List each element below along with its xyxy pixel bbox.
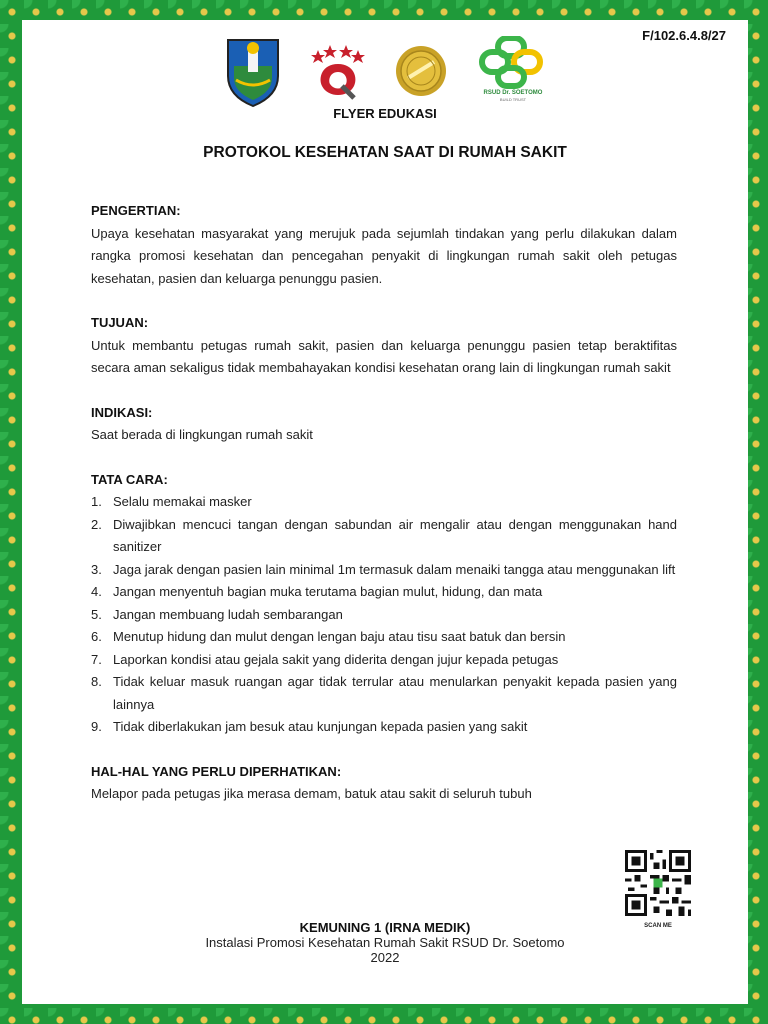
section-text: Upaya kesehatan masyarakat yang merujuk pada sejumlah tindakan yang perlu dilakukan dalam rangka promosi kesehatan dan pencegahan penyakit di lingkungan rumah sakit oleh petugas kesehatan, pasien dan keluarga penunggu pasien. xyxy=(91,225,677,286)
gold-seal-icon xyxy=(394,44,448,98)
section-heading: HAL-HAL YANG PERLU DIPERHATIKAN: xyxy=(91,763,342,779)
list-item xyxy=(91,649,677,672)
list-number: 5. xyxy=(91,606,102,622)
list-number: 7. xyxy=(91,651,102,667)
list-number: 9. xyxy=(91,719,102,734)
section-heading: INDIKASI: xyxy=(91,404,153,420)
list-number: 2. xyxy=(91,516,102,532)
section-text: Saat berada di lingkungan rumah sakit xyxy=(91,427,313,442)
list-text: Jangan membuang ludah sembarangan xyxy=(113,606,343,622)
list-text: Tidak diberlakukan jam besuk atau kunjungan kepada pasien yang sakit xyxy=(113,719,528,734)
content-body xyxy=(91,200,677,828)
list-text: Laporkan kondisi atau gejala sakit yang diderita dengan jujur kepada petugas xyxy=(113,651,559,667)
list-text: Jaga jarak dengan pasien lain minimal 1m termasuk dalam menaiki tangga atau menggunakan lift xyxy=(113,561,676,577)
list-item xyxy=(91,604,677,627)
list-number: 8. xyxy=(91,674,102,689)
list-item xyxy=(91,514,677,559)
section-text: Untuk membantu petugas rumah sakit, pasien dan keluarga penunggu pasien tetap beraktifitas secara aman sekaligus tidak membahayakan kondisi kesehatan orang lain di lingkungan rumah sakit xyxy=(91,337,677,375)
list-item xyxy=(91,559,677,582)
list-text: Jangan menyentuh bagian muka terutama bagian mulut, hidung, dan mata xyxy=(113,584,543,599)
list-text: Diwajibkan mencuci tangan dengan sabundan air mengalir atau dengan menggunakan hand sanitizer xyxy=(113,516,677,554)
section-text: Melapor pada petugas jika merasa demam, batuk atau sakit di seluruh tubuh xyxy=(91,786,532,801)
flyer-label: FLYER EDUKASI xyxy=(333,106,437,121)
footer-institution: Instalasi Promosi Kesehatan Rumah Sakit RSUD Dr. Soetomo xyxy=(205,935,565,950)
flyer-page xyxy=(22,20,748,1004)
logo-row xyxy=(222,32,552,110)
section-perhatian xyxy=(91,761,677,806)
section-tujuan xyxy=(91,312,677,380)
rsud-logo-text: RSUD Dr. SOETOMO xyxy=(483,90,543,96)
qr-code-icon xyxy=(625,850,691,916)
list-item xyxy=(91,716,677,739)
footer-unit: KEMUNING 1 (IRNA MEDIK) xyxy=(299,920,471,935)
list-number: 3. xyxy=(91,561,102,577)
section-pengertian xyxy=(91,200,677,290)
list-text: Menutup hidung dan mulut dengan lengan baju atau tisu saat batuk dan bersin xyxy=(113,629,566,644)
list-text: Tidak keluar masuk ruangan agar tidak terrular atau menularkan penyakit kepada pasien yang lainnya xyxy=(113,674,677,712)
list-item xyxy=(91,626,677,649)
footer xyxy=(22,920,748,965)
list-item xyxy=(91,581,677,604)
procedure-list xyxy=(91,491,677,739)
section-heading: PENGERTIAN: xyxy=(91,203,181,218)
hospital-accreditation-logo-icon xyxy=(308,42,368,102)
footer-year: 2022 xyxy=(370,950,400,965)
rsud-logo-subtext: BUILD TRUST xyxy=(499,97,527,102)
form-code: F/102.6.4.8/27 xyxy=(642,28,726,43)
list-text: Selalu memakai masker xyxy=(113,494,252,509)
section-heading: TUJUAN: xyxy=(91,315,149,330)
page-title: PROTOKOL KESEHATAN SAAT DI RUMAH SAKIT xyxy=(203,144,567,161)
scan-me-label: SCAN ME xyxy=(644,923,672,929)
list-number: 6. xyxy=(91,629,102,644)
list-number: 1. xyxy=(91,494,102,509)
east-java-emblem-icon xyxy=(222,36,284,108)
list-item xyxy=(91,491,677,514)
section-indikasi xyxy=(91,402,677,447)
list-item xyxy=(91,671,677,716)
rsud-soetomo-logo-icon xyxy=(476,36,550,102)
qr-code[interactable] xyxy=(624,850,692,929)
list-number: 4. xyxy=(91,584,102,599)
section-tata-cara xyxy=(91,469,677,739)
section-heading: TATA CARA: xyxy=(91,471,168,487)
